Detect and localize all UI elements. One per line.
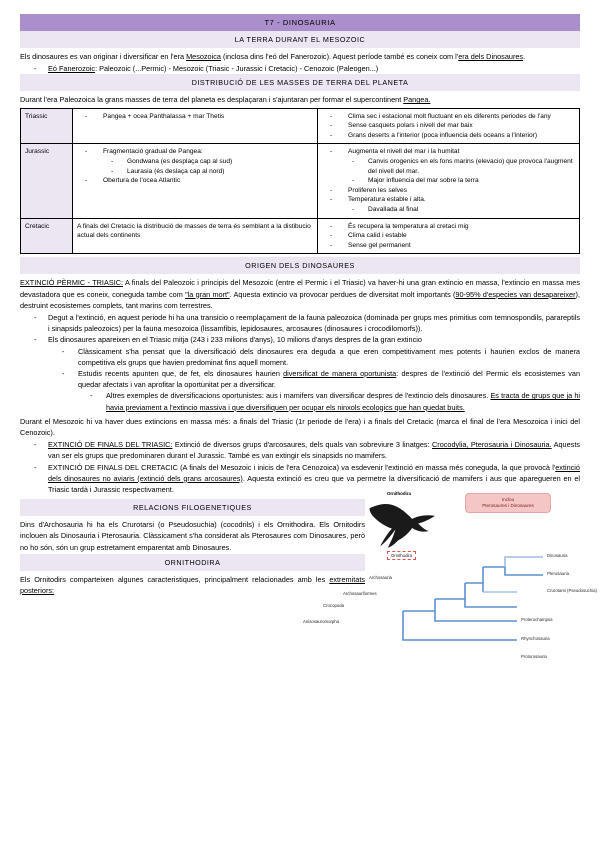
node-label-archosauria: Archosauria (369, 575, 392, 581)
cell-text: A finals del Cretacic la distribució de masses de terra és semblant a la distibucio actual dels continents (77, 222, 311, 240)
tip-label-crurotarsi: Crurotarsi (Pseudosuchia) (547, 588, 597, 594)
node-label-anisosauromorpha: Anisosauromorpha (303, 619, 340, 625)
list-item: - Clima calid i estable (322, 231, 575, 241)
extinction-bullets (20, 439, 580, 495)
bottom-region (20, 491, 597, 660)
list-item: - EXTINCIÓ DE FINALS DEL TRIASIC: Extinció de diversos grups d'arcosaures, dels quals van sobreviure 3 linatges: Crocodylia, Pterosauria i Dinosauria. Aquests van ser els grups que predominaren durant el Jurassic. També es van extingir els sinapsids no mamifers. (20, 439, 580, 461)
ornithodira-image-label: Ornithodira (387, 491, 411, 497)
climate-cell (318, 218, 580, 254)
period-cell: Cretacic (21, 218, 73, 254)
list-item: - Sense casquets polars i nivell del mar baix (322, 121, 575, 131)
section-heading-phylogeny: RELACIONS FILOGENETIQUES (20, 499, 365, 516)
period-cell: Triassic (21, 108, 73, 144)
list-item: - Fragmentació gradual de Pangea: (77, 147, 313, 157)
callout-line-1: Inclou (501, 497, 515, 503)
list-item: - Sense gel permanent (322, 241, 575, 251)
tip-label-dinosauria: Dinosauria (547, 553, 568, 559)
intro-bullet-list (20, 63, 580, 74)
list-item: - Proliferen les selves (322, 186, 575, 196)
origin-bullets (20, 312, 580, 346)
origin-lead: EXTINCIÓ PÈRMIC - TRIASIC: (20, 278, 124, 288)
intro-paragraph: Els dinosaures es van originar i diversificar en l'era Mesozoica (inclosa dins l'eó del Fanerozoic). Aquest període també es coneix com l'era dels Dinosaures. (20, 52, 526, 61)
list-item: - Gondwana (es desplaça cap al sud) (101, 157, 313, 167)
page-title: T7 - DINOSAURIA (20, 14, 580, 31)
table-row (21, 218, 580, 254)
list-item: - Temperatura estable i alta. (322, 195, 575, 205)
origin-sub-sub-bullets (76, 390, 580, 412)
list-item: - Augmenta el nivell del mar i la humitat (322, 147, 575, 157)
tip-label-protorosauria: Protorosauria (521, 654, 547, 660)
table-row (21, 144, 580, 218)
list-item: - Obertura de l'ocea Atlantic (77, 176, 313, 186)
section-heading-mesozoic: LA TERRA DURANT EL MESOZOIC (20, 31, 580, 48)
ornithodira-highlight-box: Ornithodira (387, 551, 416, 560)
cladogram-column (303, 491, 600, 660)
geography-cell (73, 218, 318, 254)
section-heading-origin: ORIGEN DELS DINOSAURES (20, 257, 580, 274)
list-item: - Els dinosaures apareixen en el Triasic mitja (243 i 233 milions d'anys), 10 milions d'anys despres de la gran extincio (20, 334, 580, 345)
section-heading-ornithodira: ORNITHODIRA (20, 554, 365, 571)
list-item: - Laurasia (és deslaça cap al nord) (101, 167, 313, 177)
list-item: - Major influencia del mar sobre la terra (342, 176, 575, 186)
tip-label-pterosauria: Pterosauria (547, 571, 569, 577)
list-item: - Canvis orogenics en els fons marins (elevacio) que provoca l'augment del nivell del mar. (342, 157, 575, 176)
table-row (21, 108, 580, 144)
callout-line-2: Pterosaures i Dinosaures (482, 503, 534, 509)
geography-cell (73, 144, 318, 218)
climate-cell (318, 108, 580, 144)
period-cell: Jurassic (21, 144, 73, 218)
triassic-extinction-lead: EXTINCIÓ DE FINALS DEL TRIASIC: (48, 440, 173, 450)
list-item: - Estudis recents apunten que, de fet, els dinosaures haurien diversificat de manera oportunista: despres de l'extinció del Permic els ecosistemes van quedar afectats i van aprofitar la oportunitat per a diversificar. (48, 368, 580, 390)
tip-label-proterochampsa: Proterochampsa (521, 617, 553, 623)
phylogeny-paragraph: Dins d'Archosauria hi ha els Crurotarsi (o Pseudosuchia) (cocodrils) i els Ornithodira. Els Ornitodirs inclouen als Dinosauria i Pterosauria. Clàssicament s'ha considerat als Pterosaures com Dinosaures, però no ho són, són un grup estretament emparentat amb Dinosaures. (20, 520, 365, 552)
list-item: - Clàssicament s'ha pensat que la diversificació dels dinosaures era deguda a que eren competitivament mes potents i haurien exclos de manera competitiva els grups que havien predominat fins aquell moment. (48, 346, 580, 368)
distribution-paragraph: Durant l'era Paleozoica la grans masses de terra del planeta es desplaçaran i s'ajuntaran per formar el supercontinent Pangea. (20, 95, 431, 105)
ornithodira-paragraph: Els Ornitodirs comparteixen algunes caracteristiques, principalment relacionades amb les extremitats posteriors: (20, 574, 365, 595)
list-item: - Degut a l'extinció, en aquest periode hi ha una transicio o reemplaçament de la fauna paleozoica (dominada per grups mes primitius com temnospondils, parareptils i sinapsids paleozoics) per la fauna mesozoica (lissamfibis, lepidosaures, arcosaures (dinosaures i crocodilomorfs)). (20, 312, 580, 334)
list-item: - Altres exemples de diversificacions oportunistes: aus i mamifers van diversificar despres de l'extincio dels dinosaures. Es tracta de grups que ja hi havia previament a l'extincio massiva i que diversifiquen per ocupar els ninxols ecologics que han quedat buits. (76, 390, 580, 412)
list-item: - Eó Fanerozoic: Paleozoic (...Permic) - Mesozoic (Triasic - Jurassic i Cretacic) - Cenozoic (Paleogen...) (20, 63, 580, 74)
origin-paragraph-2: Durant el Mesozoic hi va haver dues extincions en massa més: a finals del Triasic (1r periode de l'era) i a finals del Cretacic (marca el final de l'era Mesozoica i inici del Cenozoic). (20, 416, 580, 437)
list-item: - Grans deserts a l'interior (poca influencia dels oceans a l'interior) (322, 131, 575, 141)
origin-sub-bullets (48, 346, 580, 391)
list-item: - EXTINCIÓ DE FINALS DEL CRETACIC (A finals del Mesozoic i inicis de l'era Cenozoica) va esdevenir l'extinció en massa més coneguda, la que provocà l'extinció dels dinosaures no aviaris (extinció dels grans arcosaures). Aquesta extinció es creu que va permetre la diversificació de mamifers i aus que aparegueren en el Triasic tardà i Jurassic respectivament. (20, 462, 580, 496)
list-item: - Davallada al final (342, 205, 575, 215)
geologic-periods-table (20, 108, 580, 255)
list-item: - És recupera la temperatura al cretaci mig (322, 222, 575, 232)
tip-label-rhynchosauria: Rhynchosauria (521, 636, 550, 642)
node-label-crocopoda: Crocopoda (323, 603, 345, 609)
section-heading-distribution: DISTRIBUCIÓ DE LES MASSES DE TERRA DEL PLANETA (20, 74, 580, 91)
climate-cell (318, 144, 580, 218)
list-item: - Clima sec i estacional molt fluctuant en els diferents periodes de l'any (322, 112, 575, 122)
phylogeny-column (20, 499, 365, 649)
list-item: - Pangea + ocea Panthalassa + mar Thetis (77, 112, 313, 122)
geography-cell (73, 108, 318, 144)
node-label-archosauriformes: Archosauriformes (343, 591, 377, 597)
cladogram (303, 491, 600, 660)
origin-paragraph-1: EXTINCIÓ PÈRMIC - TRIASIC: A finals del Paleozoic i principis del Mesozoic (entre el Permic i el Triasic) va haver-hi una gran extincio en massa, l'extincio en massa mes devastadora que es coneix, coneguda tambe com "la gran mort". Aquesta extincio va provocar perdues de diversitat molt importants (90-95% d'especies van desapareixer), destruint ecosistemes complets, tant marins com terrestres. (20, 278, 580, 310)
